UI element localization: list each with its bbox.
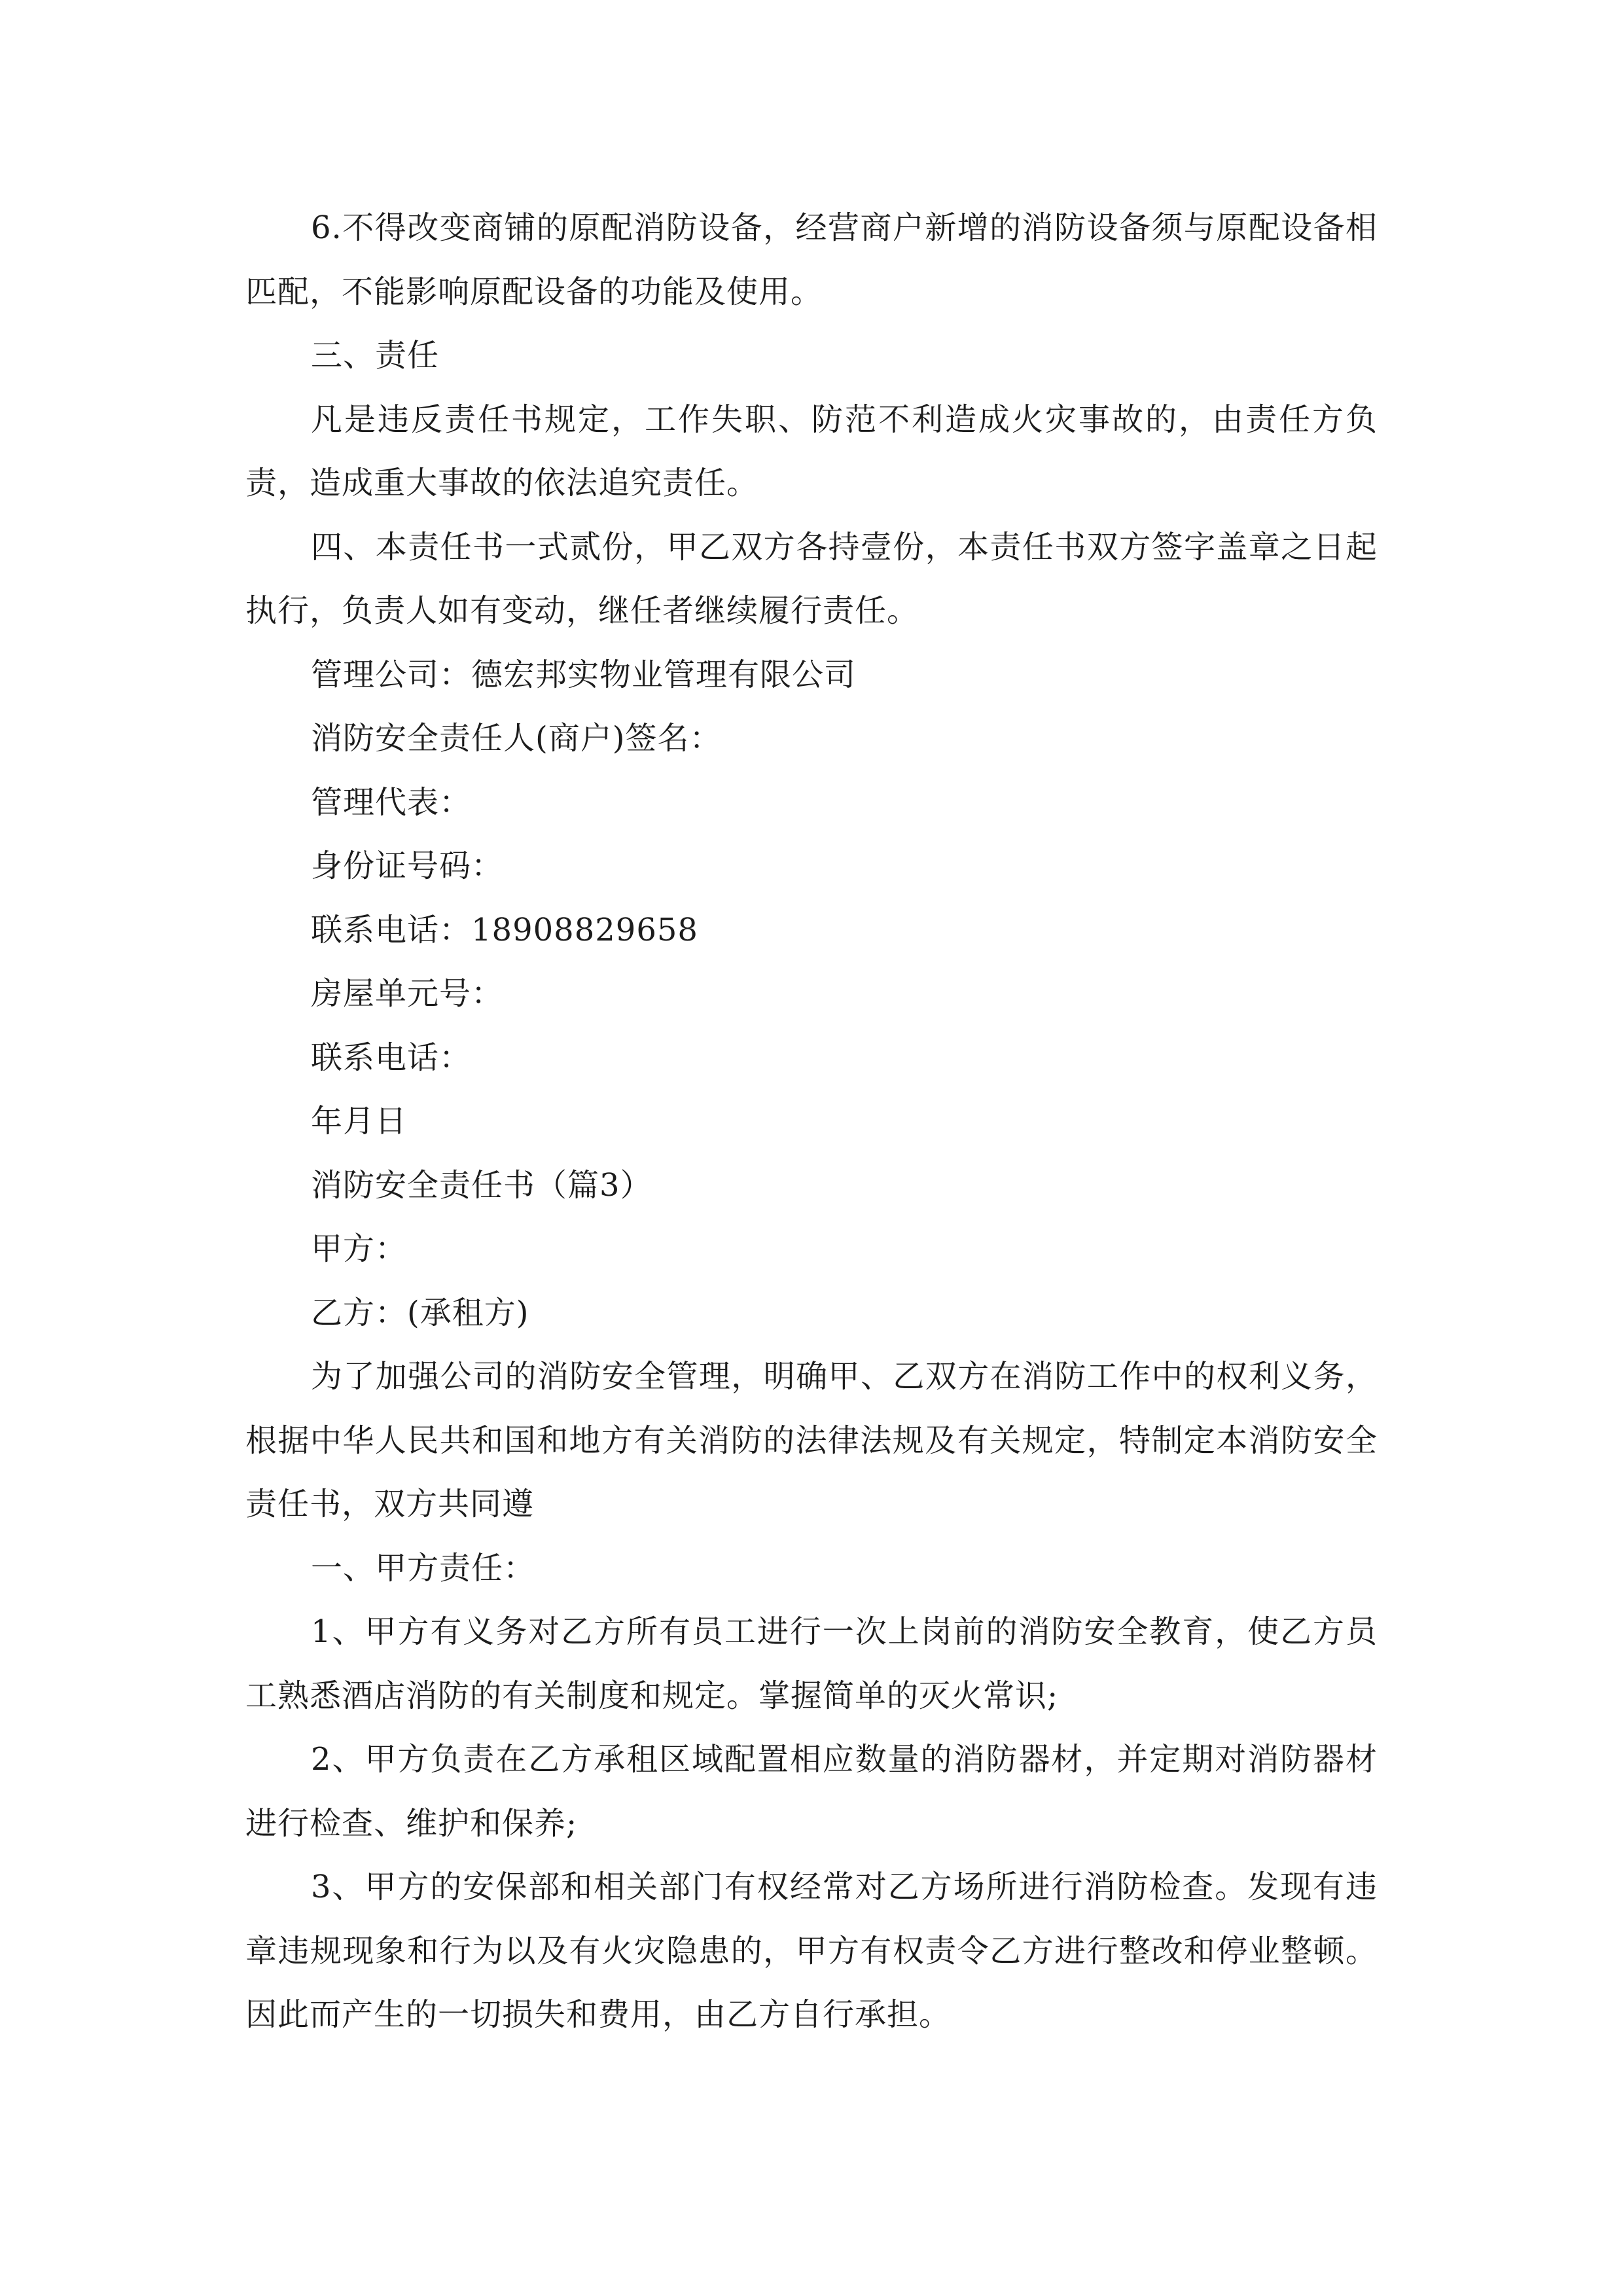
management-company-line: 管理公司：德宏邦实物业管理有限公司 xyxy=(311,656,857,693)
management-representative-line: 管理代表： xyxy=(311,783,472,821)
paragraph-item-6-fire-equipment: 6.不得改变商铺的原配消防设备，经营商户新增的消防设备须与原配设备相匹配，不能影响原配设备的功能及使用。 xyxy=(245,209,1378,310)
paragraph-duty-1: 1、甲方有义务对乙方所有员工进行一次上岗前的消防安全教育，使乙方员工熟悉酒店消防的有关制度和规定。掌握简单的灭火常识; xyxy=(245,1613,1378,1714)
contact-phone-line: 联系电话：18908829658 xyxy=(311,911,698,948)
paragraph-purpose: 为了加强公司的消防安全管理，明确甲、乙双方在消防工作中的权利义务，根据中华人民共和国和地方有关消防的法律法规及有关规定，特制定本消防安全责任书，双方共同遵 xyxy=(245,1358,1378,1522)
paragraph-duty-2: 2、甲方负责在乙方承租区域配置相应数量的消防器材，并定期对消防器材进行检查、维护和保养; xyxy=(245,1741,1378,1842)
document-title-part-3: 消防安全责任书（篇3） xyxy=(311,1166,652,1204)
contact-phone-line-2: 联系电话： xyxy=(311,1039,472,1076)
document-body xyxy=(245,196,1378,2047)
section-heading-party-a-duties: 一、甲方责任： xyxy=(311,1549,536,1587)
unit-number-line: 房屋单元号： xyxy=(311,975,504,1012)
paragraph-liability: 凡是违反责任书规定，工作失职、防范不利造成火灾事故的，由责任方负责，造成重大事故的依法追究责任。 xyxy=(245,401,1378,501)
responsible-person-signature-line: 消防安全责任人(商户)签名： xyxy=(311,720,722,757)
paragraph-copies: 四、本责任书一式贰份，甲乙双方各持壹份，本责任书双方签字盖章之日起执行，负责人如有变动，继任者继续履行责任。 xyxy=(245,528,1378,629)
party-a-line: 甲方： xyxy=(311,1230,408,1267)
section-heading-responsibility: 三、责任 xyxy=(311,337,440,374)
date-line: 年月日 xyxy=(311,1103,408,1139)
party-b-line: 乙方：(承租方) xyxy=(311,1294,529,1331)
id-number-line: 身份证号码： xyxy=(311,848,504,884)
paragraph-duty-3: 3、甲方的安保部和相关部门有权经常对乙方场所进行消防检查。发现有违章违规现象和行为以及有火灾隐患的，甲方有权责令乙方进行整改和停业整顿。因此而产生的一切损失和费用，由乙方自行承担。 xyxy=(245,1869,1378,2033)
